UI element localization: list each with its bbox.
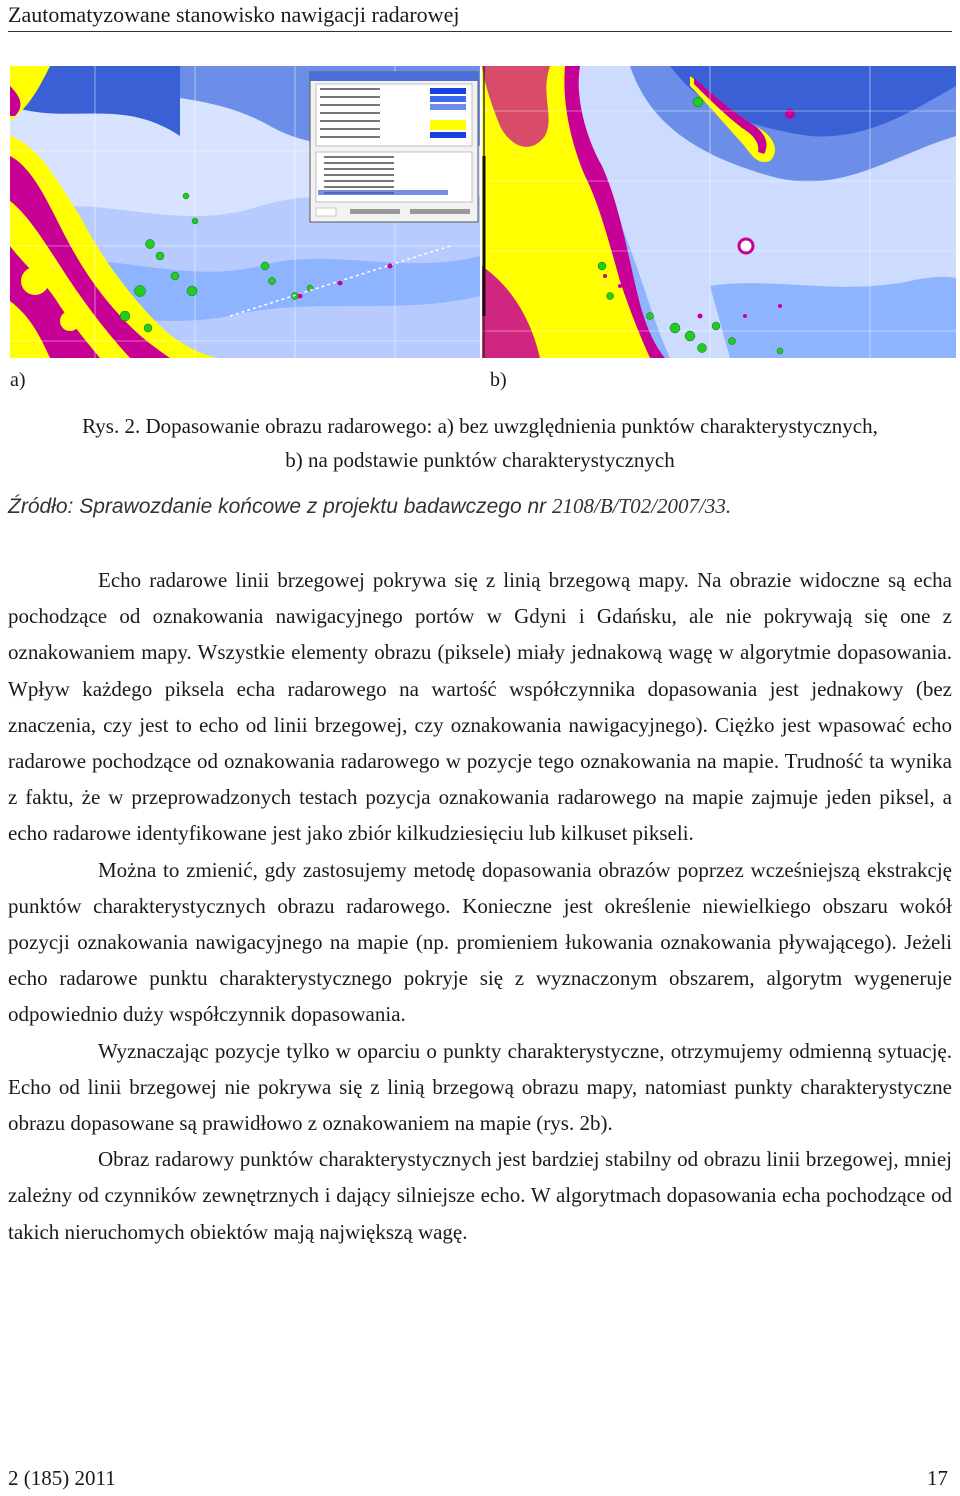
paragraph: Echo radarowe linii brzegowej pokrywa się z linią brzegową mapy. Na obrazie widoczne są echa pochodzące od oznakowania nawigacyjnego portów w Gdyni i Gdańsku, ale nie pokrywają się one z oznakowaniem mapy. Wszystkie elementy obrazu (piksele) miały jednakową wagę w algorytmie dopasowania. Wpływ każdego piksela echa radarowego na wartość współczynnika dopasowania jest jednakowy (bez znaczenia, czy jest to echo od linii brzegowej, czy oznakowania nawigacyjnego). Ciężko jest wpasować echo radarowe pochodzące od oznakowania radarowego w pozycje tego oznakowania na mapie. Trudność ta wynika z faktu, że w przeprowadzonych testach pozycja oznakowania radarowego na mapie zajmuje jeden piksel, a echo radarowe identyfikowane jest jako zbiór kilkudziesięciu lub kilkuset pikseli. bbox=[8, 568, 952, 846]
figure-caption-line1: Rys. 2. Dopasowanie obrazu radarowego: a) bez uwzględnienia punktów charakterystycznych, bbox=[82, 414, 878, 438]
layers-dialog bbox=[310, 72, 478, 222]
body-text bbox=[8, 562, 952, 1250]
paragraph: Obraz radarowy punktów charakterystycznych jest bardziej stabilny od obrazu linii brzegowej, mniej zależny od czynników zewnętrznych i dający silniejsze echo. W algorytmach dopasowania echa pochodzące od takich nieruchomych obiektów mają największą wagę. bbox=[8, 1147, 952, 1244]
source-number: 2108/B/T02/2007/33. bbox=[551, 494, 732, 518]
running-header: Zautomatyzowane stanowisko nawigacji radarowej bbox=[8, 2, 952, 32]
issue-number: 2 (185) 2011 bbox=[8, 1466, 116, 1490]
paragraph: Wyznaczając pozycje tylko w oparciu o punkty charakterystyczne, otrzymujemy odmienną sytuację. Echo od linii brzegowej nie pokrywa się z linią brzegową obrazu mapy, natomiast punkty charakterystyczne obrazu dopasowane są prawidłowo z oznakowaniem na mapie (rys. 2b). bbox=[8, 1038, 952, 1136]
panel-a-label: a) bbox=[10, 369, 26, 391]
paragraph: Można to zmienić, gdy zastosujemy metodę dopasowania obrazów poprzez wcześniejszą ekstrakcję punktów charakterystycznych obrazu radarowego. Konieczne jest określenie niewielkiego obszaru wokół pozycji oznakowania nawigacyjnego na mapie (np. promieniem łukowania oznakowania pływającego). Jeżeli echo radarowe punktu charakterystycznego pokryje się z wyznaczonym obszarem, algorytm wygeneruje odpowiednio duży współczynnik dopasowania. bbox=[8, 857, 952, 1027]
radar-image-pair bbox=[10, 66, 956, 358]
source-text: Źródło: Sprawozdanie końcowe z projektu badawczego nr bbox=[8, 495, 552, 518]
panel-b-radar-overlay bbox=[482, 66, 956, 358]
page-number: 17 bbox=[927, 1466, 948, 1490]
radar-figure bbox=[10, 66, 956, 358]
panel-a-radar-overlay bbox=[10, 66, 480, 358]
panel-b-label: b) bbox=[490, 369, 507, 391]
figure-caption-line2: b) na podstawie punktów charakterystycznych bbox=[285, 448, 675, 472]
figure-source bbox=[8, 492, 952, 521]
